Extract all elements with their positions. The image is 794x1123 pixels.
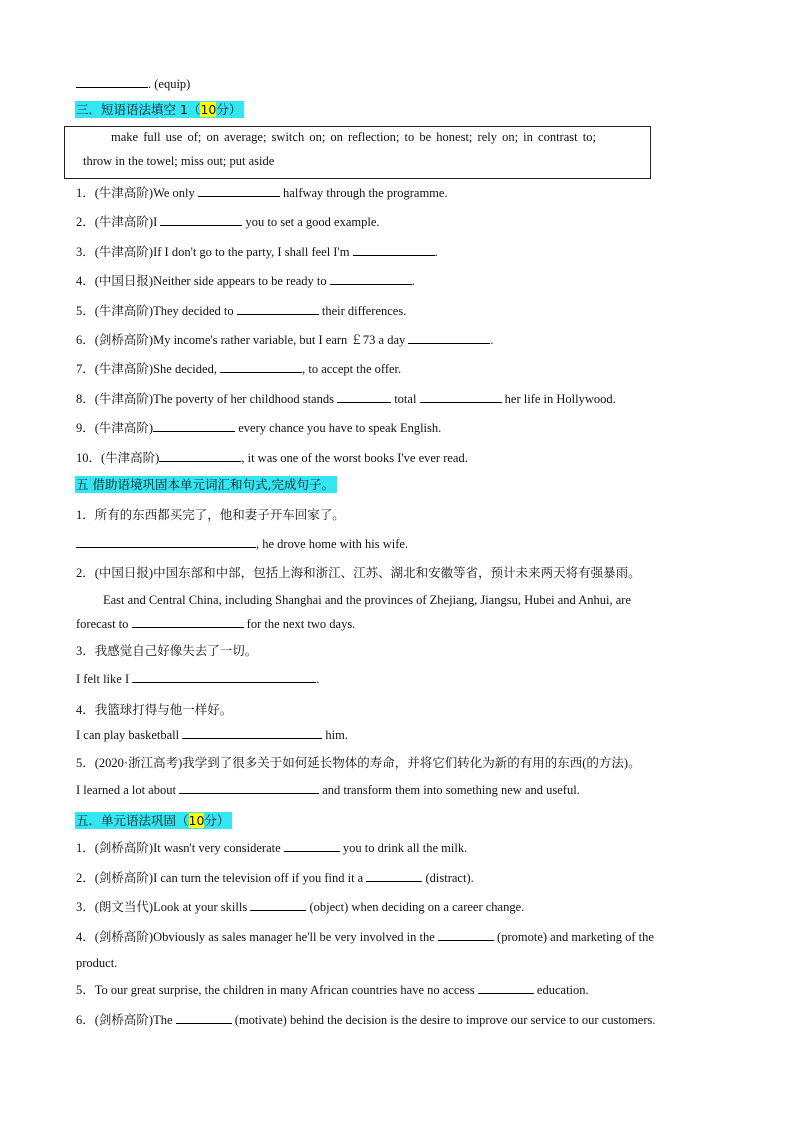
question-text: (object) when deciding on a career change. bbox=[306, 900, 525, 914]
section-heading-grammar bbox=[75, 812, 232, 829]
carryover-line bbox=[76, 76, 190, 92]
answer-blank[interactable] bbox=[220, 361, 302, 373]
answer-blank[interactable] bbox=[179, 782, 319, 794]
question-text: him. bbox=[322, 728, 348, 742]
question-row bbox=[76, 643, 257, 659]
question-text: (牛津高阶)She decided, bbox=[94, 362, 221, 376]
question-row bbox=[76, 755, 641, 771]
answer-blank[interactable] bbox=[330, 273, 412, 285]
question-text: (剑桥高阶)It wasn't very considerate bbox=[94, 841, 284, 855]
question-text: (牛津高阶)I bbox=[94, 215, 161, 229]
question-text: , he drove home with his wife. bbox=[256, 537, 409, 551]
question-number: 5． bbox=[76, 304, 95, 318]
question-text: forecast to bbox=[76, 617, 132, 631]
question-row bbox=[76, 870, 474, 886]
answer-blank[interactable] bbox=[176, 1012, 232, 1024]
question-text: I learned a lot about bbox=[76, 783, 180, 797]
question-number: 5． bbox=[76, 983, 95, 997]
question-number: 4． bbox=[76, 274, 95, 288]
question-text: their differences. bbox=[318, 304, 407, 318]
question-text-cn: 1．所有的东西都买完了，他和妻子开车回家了。 bbox=[76, 508, 345, 522]
question-row bbox=[76, 840, 467, 856]
question-row bbox=[76, 727, 348, 743]
question-number: 4． bbox=[76, 930, 95, 944]
question-row bbox=[76, 565, 641, 581]
question-number: 3． bbox=[76, 900, 95, 914]
heading-text: 五 借助语境巩固本单元词汇和句式,完成句子。 bbox=[76, 477, 334, 492]
question-row bbox=[76, 185, 448, 201]
question-number: 7． bbox=[76, 362, 95, 376]
question-row bbox=[76, 420, 441, 436]
question-text: (牛津高阶) bbox=[94, 421, 154, 435]
question-text: (motivate) behind the decision is the desire to improve our service to our customers. bbox=[231, 1013, 656, 1027]
question-text-cn: 2．(中国日报)中国东部和中部，包括上海和浙江、江苏、湖北和安徽等省，预计未来两天将有强暴雨。 bbox=[76, 566, 641, 580]
question-text-cn: 4．我篮球打得与他一样好。 bbox=[76, 703, 233, 717]
answer-blank[interactable] bbox=[366, 870, 422, 882]
section-heading-phrase-fill bbox=[75, 101, 244, 118]
question-text: halfway through the programme. bbox=[279, 186, 448, 200]
question-row bbox=[76, 214, 380, 230]
question-number: 8． bbox=[76, 392, 95, 406]
question-number: 9． bbox=[76, 421, 95, 435]
question-text: , it was one of the worst books I've ever read. bbox=[241, 451, 468, 465]
heading-text-end: 分） bbox=[216, 102, 242, 117]
heading-score: 10 bbox=[188, 813, 205, 828]
question-text: . bbox=[316, 672, 320, 686]
answer-blank[interactable] bbox=[76, 76, 148, 88]
answer-blank[interactable] bbox=[132, 671, 316, 683]
section-heading-sentence-completion bbox=[75, 476, 337, 493]
answer-blank[interactable] bbox=[408, 332, 490, 344]
question-text: (剑桥高阶)I can turn the television off if you find it a bbox=[94, 871, 367, 885]
question-number: 6． bbox=[76, 1013, 95, 1027]
question-text: (distract). bbox=[422, 871, 474, 885]
question-text: (牛津高阶)They decided to bbox=[94, 304, 237, 318]
question-text: (牛津高阶)We only bbox=[94, 186, 198, 200]
question-text: . bbox=[434, 245, 438, 259]
question-text-cn: 3．我感觉自己好像失去了一切。 bbox=[76, 644, 258, 658]
answer-blank[interactable] bbox=[250, 899, 306, 911]
answer-blank[interactable] bbox=[153, 420, 235, 432]
word-bank-line-2: throw in the towel; miss out; put aside bbox=[83, 154, 275, 168]
question-text: To our great surprise, the children in many African countries have no access bbox=[94, 983, 478, 997]
answer-blank[interactable] bbox=[132, 616, 244, 628]
question-text: (剑桥高阶)My income's rather variable, but I earn ￡73 a day bbox=[94, 333, 409, 347]
question-text: every chance you have to speak English. bbox=[235, 421, 442, 435]
question-text: (中国日报)Neither side appears to be ready to bbox=[94, 274, 330, 288]
answer-blank[interactable] bbox=[198, 185, 280, 197]
answer-blank[interactable] bbox=[353, 244, 435, 256]
answer-blank[interactable] bbox=[337, 391, 391, 403]
question-text-cn: 5．(2020·浙江高考)我学到了很多关于如何延长物体的寿命，并将它们转化为新的有用的东西(的方法)。 bbox=[76, 756, 641, 770]
question-text: for the next two days. bbox=[243, 617, 356, 631]
question-row bbox=[76, 450, 468, 466]
question-row bbox=[76, 244, 438, 260]
answer-blank[interactable] bbox=[284, 840, 340, 852]
question-row bbox=[76, 671, 319, 687]
question-row bbox=[76, 702, 232, 718]
question-text: (promote) and marketing of the bbox=[493, 930, 654, 944]
question-number: 3． bbox=[76, 245, 95, 259]
question-number: 2． bbox=[76, 871, 95, 885]
question-row bbox=[76, 616, 355, 632]
question-number: 6． bbox=[76, 333, 95, 347]
question-text: (剑桥高阶)The bbox=[94, 1013, 176, 1027]
question-row bbox=[76, 1012, 656, 1028]
question-row bbox=[76, 982, 589, 998]
question-row bbox=[76, 899, 524, 915]
question-text: (朗文当代)Look at your skills bbox=[94, 900, 251, 914]
answer-blank[interactable] bbox=[182, 727, 322, 739]
question-text: I felt like I bbox=[76, 672, 133, 686]
question-number: 1． bbox=[76, 841, 95, 855]
answer-blank[interactable] bbox=[438, 929, 494, 941]
question-row bbox=[76, 332, 494, 348]
question-text: product. bbox=[76, 956, 118, 970]
question-text: you to drink all the milk. bbox=[339, 841, 468, 855]
question-number: 2． bbox=[76, 215, 95, 229]
question-text: I can play basketball bbox=[76, 728, 183, 742]
answer-blank[interactable] bbox=[420, 391, 502, 403]
question-row bbox=[76, 782, 580, 798]
question-text: (牛津高阶)The poverty of her childhood stands bbox=[94, 392, 338, 406]
question-row bbox=[76, 536, 408, 552]
answer-blank[interactable] bbox=[159, 450, 241, 462]
word-bank-line-1: make full use of; on average; switch on; on reflection; to be honest; rely on; in contrast to; bbox=[111, 130, 596, 144]
question-text: . bbox=[411, 274, 415, 288]
carryover-text: . (equip) bbox=[148, 77, 191, 91]
heading-text: 五．单元语法巩固（ bbox=[76, 813, 189, 828]
question-row bbox=[76, 361, 401, 377]
heading-score: 10 bbox=[200, 102, 217, 117]
question-row bbox=[76, 273, 415, 289]
question-row bbox=[103, 592, 631, 608]
answer-blank[interactable] bbox=[160, 214, 242, 226]
question-text: her life in Hollywood. bbox=[501, 392, 616, 406]
question-row bbox=[76, 391, 616, 407]
question-row-continued bbox=[76, 955, 117, 971]
question-row bbox=[76, 929, 654, 945]
answer-blank[interactable] bbox=[237, 303, 319, 315]
question-text: education. bbox=[533, 983, 589, 997]
question-text: . bbox=[490, 333, 494, 347]
question-text: (牛津高阶) bbox=[101, 451, 160, 465]
question-text: and transform them into something new and useful. bbox=[319, 783, 580, 797]
question-text: East and Central China, including Shanghai and the provinces of Zhejiang, Jiangsu, Hubei and Anhui, are bbox=[103, 593, 632, 607]
heading-text-end: 分） bbox=[204, 813, 230, 828]
question-row bbox=[76, 303, 406, 319]
answer-blank[interactable] bbox=[478, 982, 534, 994]
question-text: , to accept the offer. bbox=[302, 362, 402, 376]
word-bank-box bbox=[64, 126, 651, 179]
question-number: 10． bbox=[76, 451, 102, 465]
question-text: (剑桥高阶)Obviously as sales manager he'll be very involved in the bbox=[94, 930, 438, 944]
question-text: total bbox=[391, 392, 420, 406]
question-row bbox=[76, 507, 345, 523]
question-text: (牛津高阶)If I don't go to the party, I shall feel I'm bbox=[94, 245, 353, 259]
question-number: 1． bbox=[76, 186, 95, 200]
heading-text: 三．短语语法填空 1（ bbox=[76, 102, 201, 117]
question-text: you to set a good example. bbox=[242, 215, 380, 229]
answer-blank[interactable] bbox=[76, 536, 256, 548]
